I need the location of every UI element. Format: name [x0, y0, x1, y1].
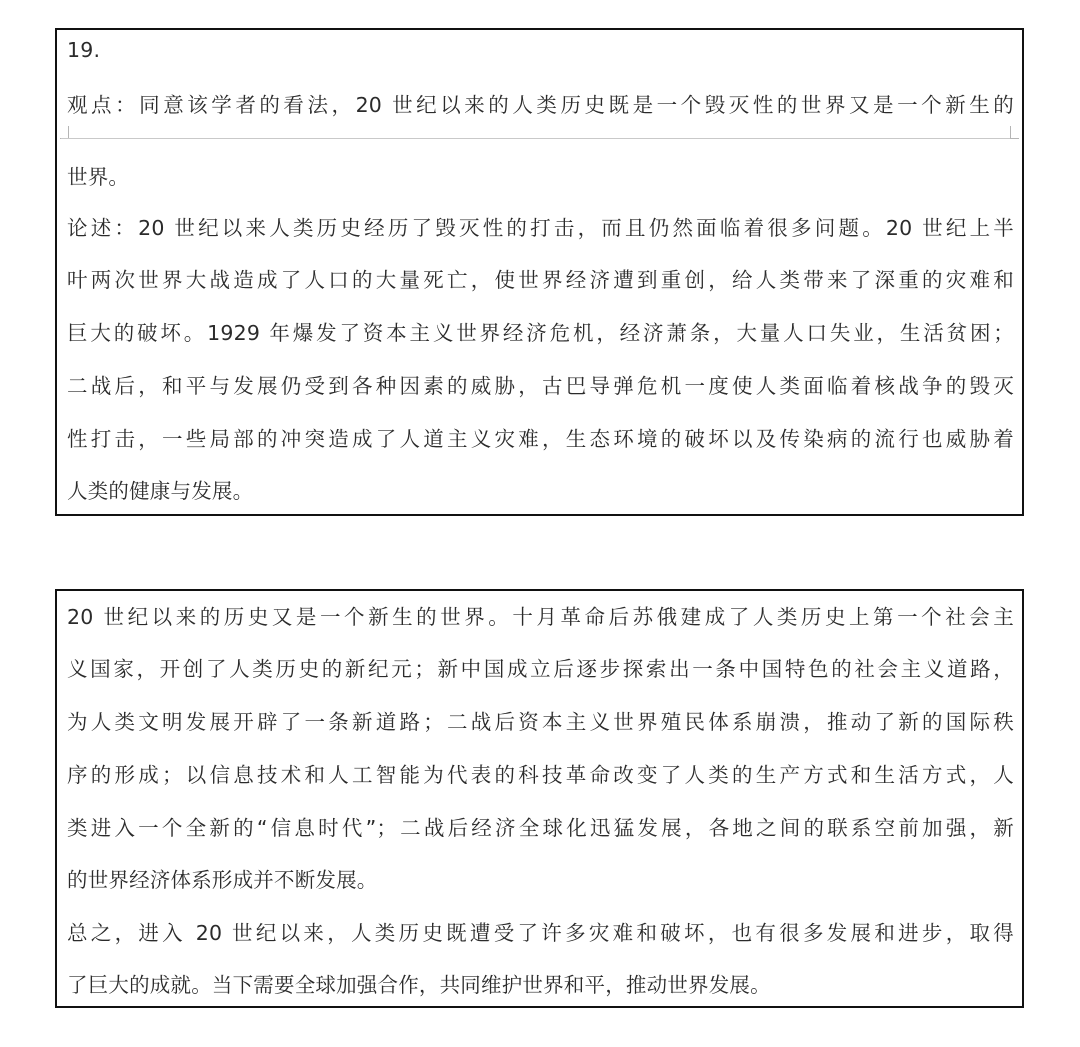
paragraph-line-4: 序的形成；以信息技术和人工智能为代表的科技革命改变了人类的生产方式和生活方式，人	[67, 763, 1014, 787]
argument-line-4: 二战后，和平与发展仍受到各种因素的威胁，古巴导弹危机一度使人类面临着核战争的毁灭	[67, 374, 1014, 398]
conclusion-line-1: 总之，进入 20 世纪以来，人类历史既遭受了许多灾难和破坏，也有很多发展和进步，取得	[67, 921, 1014, 945]
argument-line-2: 叶两次世界大战造成了人口的大量死亡，使世界经济遭到重创，给人类带来了深重的灾难和	[67, 268, 1014, 292]
paragraph-line-6: 的世界经济体系形成并不断发展。	[67, 868, 378, 892]
viewpoint-line-1: 观点：同意该学者的看法，20 世纪以来的人类历史既是一个毁灭性的世界又是一个新生的	[67, 93, 1014, 117]
conclusion-line-2: 了巨大的成就。当下需要全球加强合作，共同维护世界和平，推动世界发展。	[67, 973, 771, 997]
argument-line-1: 论述：20 世纪以来人类历史经历了毁灭性的打击，而且仍然面临着很多问题。20 世纪上半	[67, 216, 1014, 240]
paragraph-line-1: 20 世纪以来的历史又是一个新生的世界。十月革命后苏俄建成了人类历史上第一个社会主	[67, 605, 1014, 629]
question-number: 19.	[67, 38, 101, 62]
answer-panel-2	[55, 589, 1024, 1008]
argument-line-5: 性打击，一些局部的冲突造成了人道主义灾难，生态环境的破坏以及传染病的流行也威胁着	[67, 427, 1014, 451]
page-break-divider	[61, 138, 1018, 139]
answer-panel-1	[55, 28, 1024, 516]
viewpoint-line-2: 世界。	[67, 165, 130, 189]
page-break-mark-right	[1010, 126, 1019, 139]
argument-line-6: 人类的健康与发展。	[67, 479, 254, 503]
paragraph-line-3: 为人类文明发展开辟了一条新道路；二战后资本主义世界殖民体系崩溃，推动了新的国际秩	[67, 710, 1014, 734]
paragraph-line-2: 义国家，开创了人类历史的新纪元；新中国成立后逐步探索出一条中国特色的社会主义道路，	[67, 657, 1014, 681]
paragraph-line-5: 类进入一个全新的“信息时代”；二战后经济全球化迅猛发展，各地之间的联系空前加强，新	[67, 816, 1014, 840]
argument-line-3: 巨大的破坏。1929 年爆发了资本主义世界经济危机，经济萧条，大量人口失业，生活贫困；	[67, 321, 1014, 345]
